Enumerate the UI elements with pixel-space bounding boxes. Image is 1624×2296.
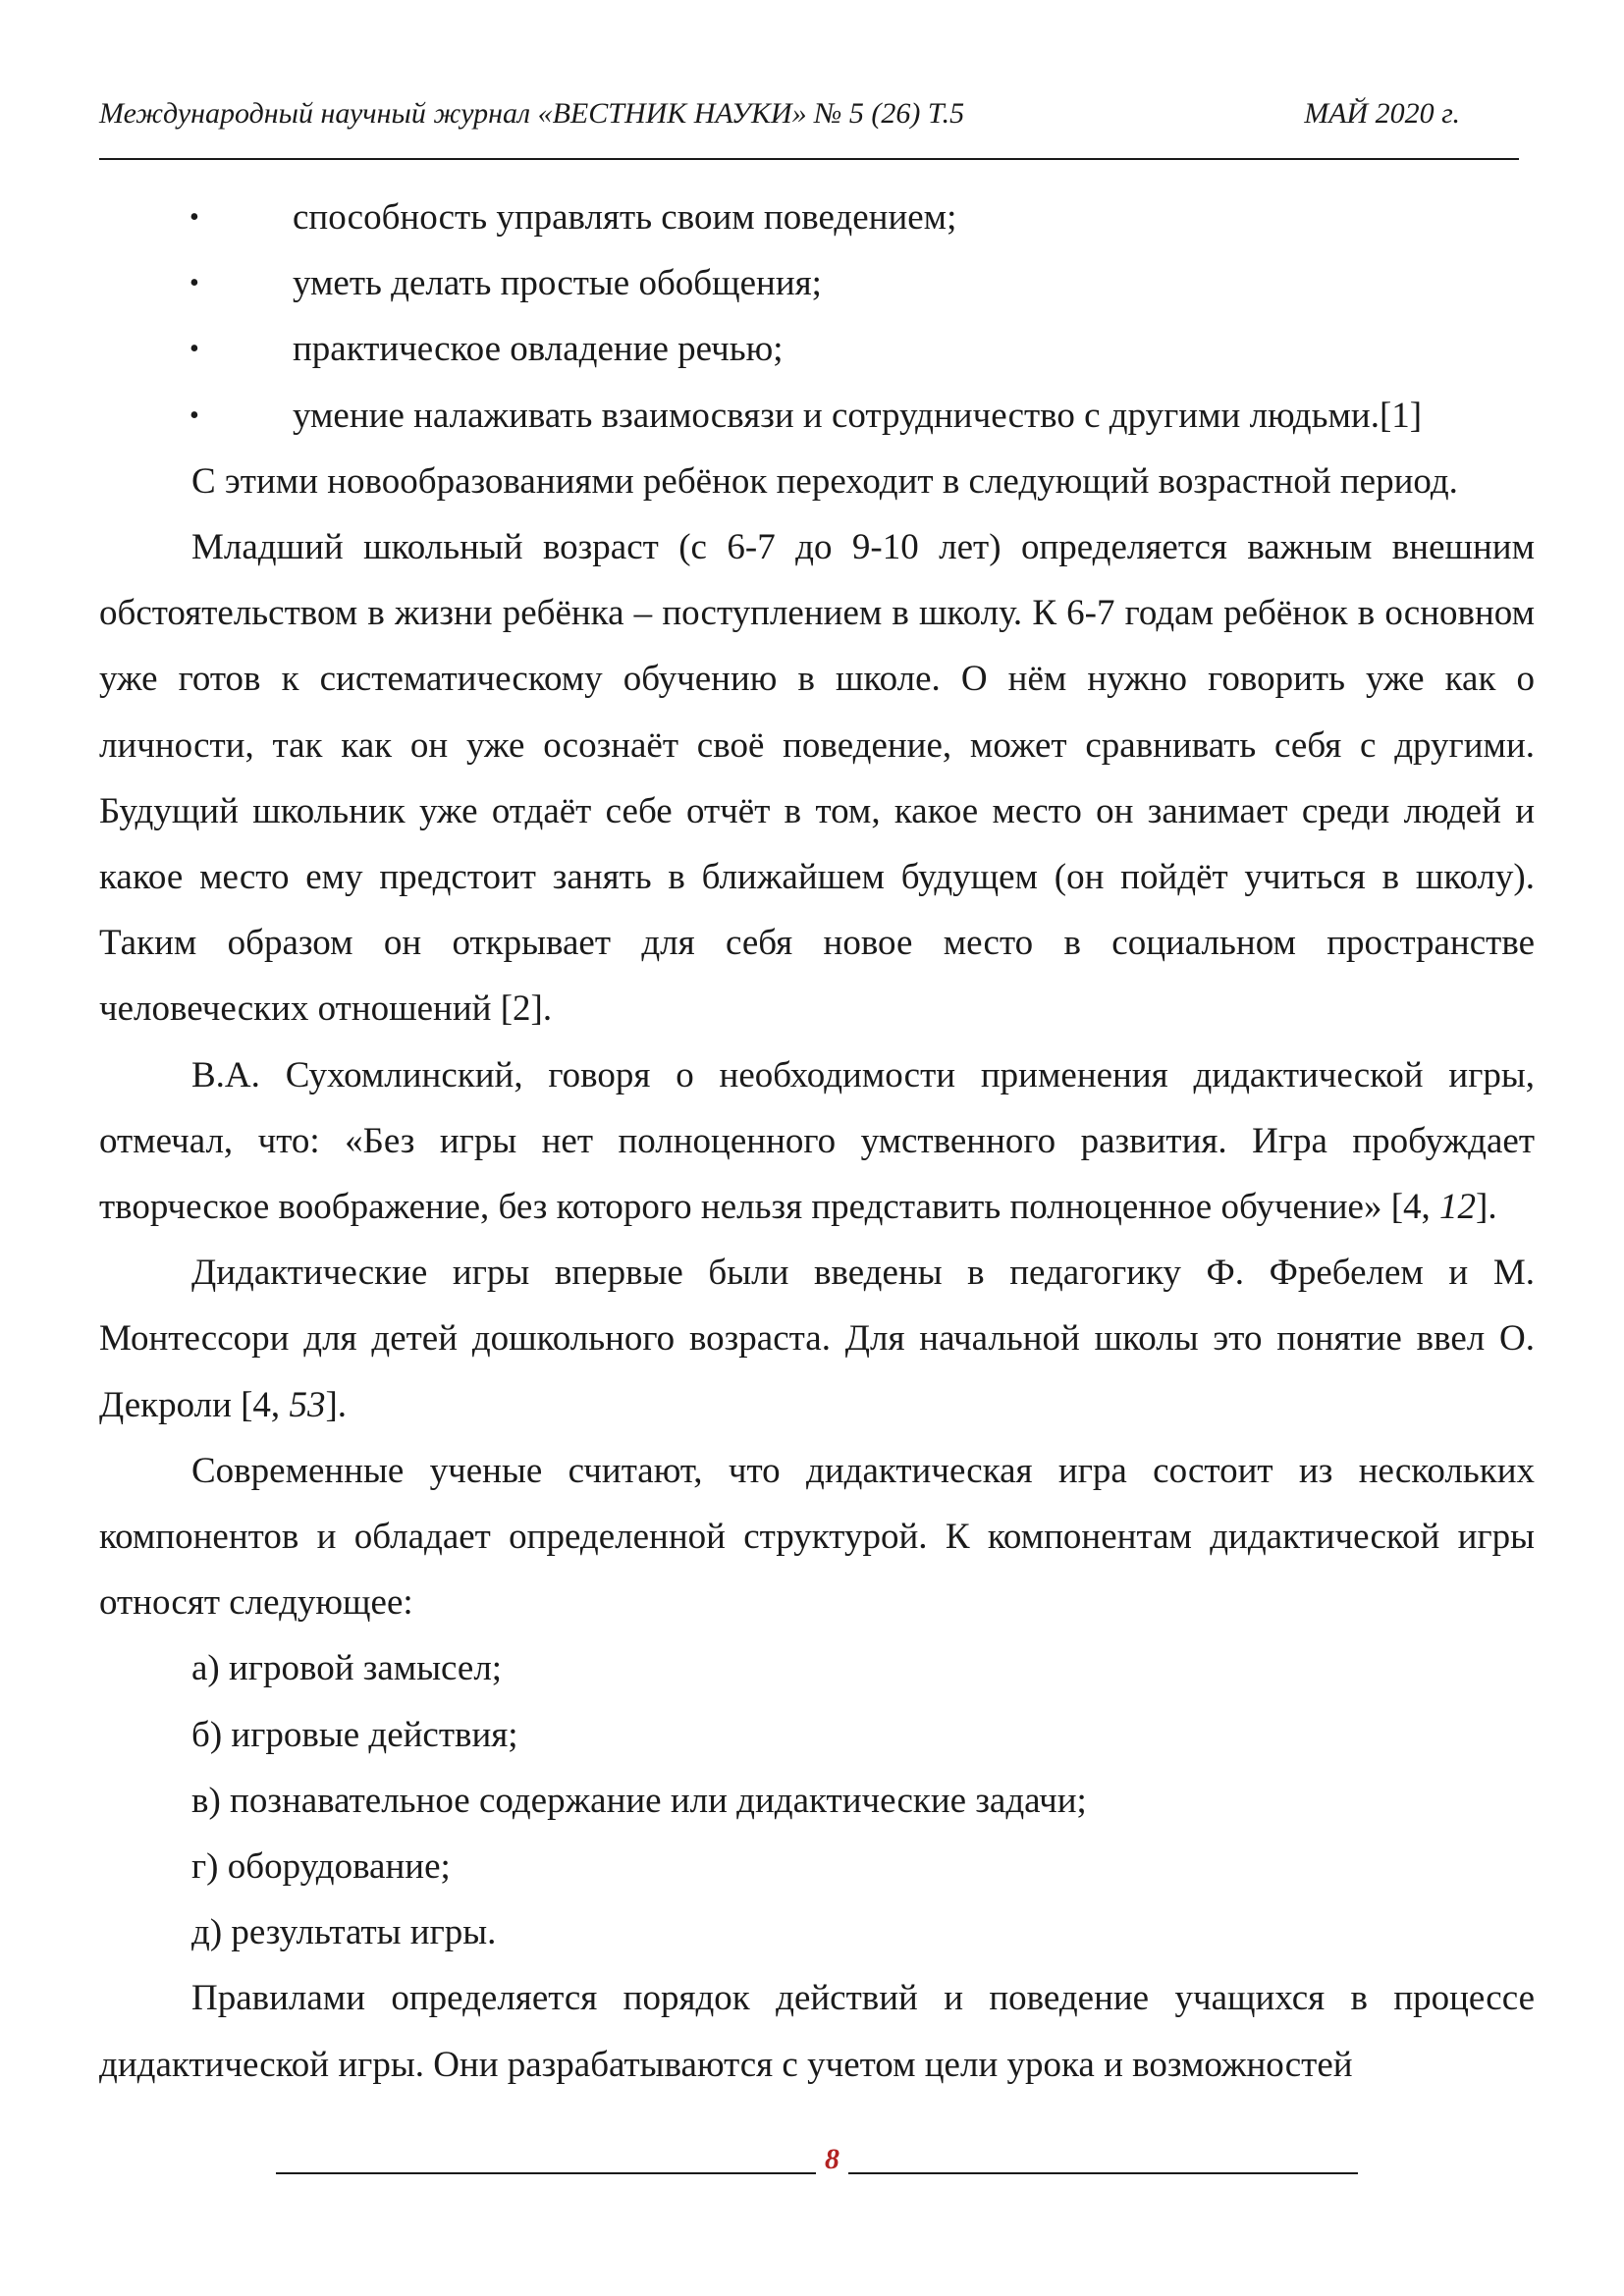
bullet-icon: •: [189, 202, 199, 233]
paragraph-text: Дидактические игры впервые были введены в педагогику Ф. Фребелем и М. Монтессори для детей дошкольного возраста. Для начальной школы это понятие ввел О. Декроли [4,: [99, 1253, 1535, 1425]
page-number: 8: [825, 2143, 839, 2175]
journal-title: Международный научный журнал «ВЕСТНИК НАУКИ» № 5 (26) Т.5: [99, 97, 965, 130]
paragraph: [99, 1240, 1535, 1438]
paragraph-text: В.А. Сухомлинский, говоря о необходимости применения дидактической игры, отмечал, что: «Без игры нет полноценного умственного развития. Игра пробуждает творческое воображение, без которого нельзя представить полноценное обучение» [4,: [99, 1054, 1535, 1227]
component-item: б) игровые действия;: [191, 1714, 518, 1755]
article-body: [99, 185, 1535, 2098]
paragraph: Современные ученые считают, что дидактическая игра состоит из нескольких компонентов и обладает определенной структурой. К компонентам дидактической игры относят следующее:: [99, 1450, 1535, 1624]
component-item: в) познавательное содержание или дидактические задачи;: [191, 1780, 1087, 1821]
page-header: [99, 94, 1519, 133]
bullet-item: [99, 316, 1535, 382]
component-item: д) результаты игры.: [191, 1912, 497, 1953]
bullet-item: [99, 185, 1535, 250]
footer-divider-right: [848, 2172, 1358, 2174]
component-item: а) игровой замысел;: [191, 1648, 503, 1689]
bullet-icon: •: [189, 334, 199, 365]
header-divider: [99, 158, 1519, 160]
paragraph: Правилами определяется порядок действий и поведение учащихся в процессе дидактической игры. Они разрабатываются с учетом цели урока и возможностей: [99, 1978, 1535, 2085]
component-item: г) оборудование;: [191, 1846, 451, 1888]
bullet-icon: •: [189, 400, 199, 431]
paragraph: С этими новообразованиями ребёнок переходит в следующий возрастной период.: [191, 460, 1458, 502]
citation-close: ].: [1476, 1186, 1497, 1227]
paragraph: [99, 1042, 1535, 1241]
bullet-text: умение налаживать взаимосвязи и сотрудничество с другими людьми.[1]: [293, 395, 1423, 436]
bullet-text: практическое овладение речью;: [293, 329, 784, 370]
citation-close: ].: [325, 1384, 348, 1425]
issue-date: МАЙ 2020 г.: [1304, 97, 1460, 130]
bullet-item: [99, 250, 1535, 316]
footer-divider-left: [276, 2172, 816, 2174]
bullet-text: уметь делать простые обобщения;: [293, 263, 822, 304]
citation-page: 53: [289, 1384, 326, 1425]
citation-page: 12: [1439, 1186, 1477, 1227]
bullet-icon: •: [189, 268, 199, 299]
bullet-item: [99, 383, 1535, 449]
paragraph: Младший школьный возраст (с 6-7 до 9-10 лет) определяется важным внешним обстоятельством в жизни ребёнка – поступлением в школу. К 6-7 годам ребёнок в основном уже готов к систематическому обучению в школе. О нём нужно говорить уже как о личности, так как он уже осознаёт своё поведение, может сравнивать себя с другими. Будущий школьник уже отдаёт себе отчёт в том, какое место он занимает среди людей и какое место ему предстоит занять в ближайшем будущем (он пойдёт учиться в школу). Таким образом он открывает для себя новое место в социальном пространстве человеческих отношений [2].: [99, 526, 1535, 1030]
bullet-text: способность управлять своим поведением;: [293, 197, 957, 238]
